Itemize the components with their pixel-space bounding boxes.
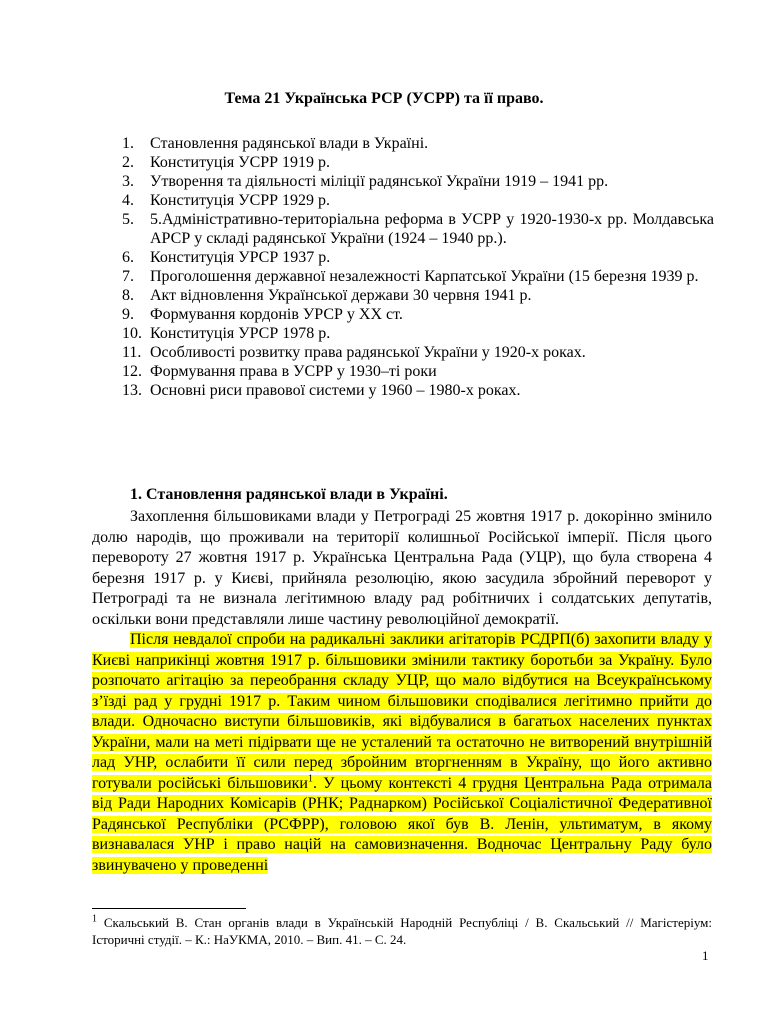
topic-item	[122, 324, 714, 343]
topic-item	[122, 381, 714, 400]
topic-item	[122, 134, 714, 153]
topic-text: Проголошення державної незалежності Карпатської України (15 березня 1939 р.	[150, 268, 699, 285]
highlighted-paragraph	[92, 630, 712, 876]
topic-number: 9.	[122, 306, 134, 323]
topic-item	[122, 362, 714, 381]
topic-text: Формування права в УСРР у 1930–ті роки	[150, 363, 437, 380]
topic-text: Акт відновлення Української держави 30 червня 1941 р.	[150, 287, 532, 304]
topic-number: 8.	[122, 287, 134, 304]
topic-number: 12.	[122, 363, 142, 380]
topic-text: Конституція УРСР 1937 р.	[150, 249, 331, 266]
footnote-text: Скальський В. Стан органів влади в Українській Народній Республіці / В. Скальський // Магістеріум: Історичні студії. – К.: НаУКМА, 2010. – Вип. 41. – С. 24.	[92, 915, 712, 947]
document-title: Тема 21 Українська РСР (УСРР) та її право.	[224, 90, 544, 107]
topic-number: 3.	[122, 173, 134, 190]
topic-text: Конституція УРСР 1978 р.	[150, 325, 331, 342]
topic-text: Формування кордонів УРСР у XX ст.	[150, 306, 403, 323]
paragraph: Захоплення більшовиками влади у Петрограді 25 жовтня 1917 р. докорінно змінило долю народів, що проживали на території колишньої Російської імперії. Після цього перевороту 27 жовтня 1917 р. Українська Центральна Рада (УЦР), що була створена 4 березня 1917 р. у Києві, прийняла резолюцію, якою засудила збройний переворот у Петрограді та не визнала легітимною владу рад робітничих і солдатських депутатів, оскільки вони представляли лише частину революційної демократії.	[92, 508, 712, 628]
topic-text: 5.Адміністративно-територіальна реформа в УСРР у 1920-1930-х рр. Молдавська АРСР у складі радянської України (1924 – 1940 рр.).	[150, 211, 714, 247]
topic-number: 6.	[122, 249, 134, 266]
section-body	[92, 507, 712, 876]
topic-number: 10.	[122, 325, 142, 342]
footnote-separator	[92, 908, 246, 909]
topic-item	[122, 305, 714, 324]
topic-text: Становлення радянської влади в Україні.	[150, 135, 429, 152]
topic-number: 13.	[122, 382, 142, 399]
topic-item	[122, 210, 714, 248]
topic-number: 1.	[122, 135, 134, 152]
footnote-mark: 1	[92, 913, 97, 925]
topic-number: 5.	[122, 211, 134, 228]
page-number: 1	[702, 948, 709, 963]
topic-text: Особливості розвитку права радянської України у 1920-х роках.	[150, 344, 586, 361]
topic-number: 4.	[122, 192, 134, 209]
topic-text: Конституція УСРР 1929 р.	[150, 192, 331, 209]
topic-item	[122, 343, 714, 362]
highlighted-text	[92, 631, 712, 874]
highlighted-text-part: . У цьому контексті 4 грудня Центральна Рада отримала від Ради Народних Комісарів (РНК; Раднарком) Російської Соціалістичної Федеративної Радянської Республіки (РСФРР), головою якої був В. Ленін, ультиматум, в якому визнавалася УНР і право націй на самовизначення. Водночас Центральну Раду було звинувачено у проведенні	[92, 774, 712, 874]
topic-item	[122, 172, 714, 191]
topic-list	[122, 134, 714, 400]
topic-item	[122, 191, 714, 210]
topic-number: 11.	[122, 344, 142, 361]
topic-item	[122, 153, 714, 172]
topic-item	[122, 267, 714, 286]
topic-item	[122, 286, 714, 305]
topic-item	[122, 248, 714, 267]
footnote	[92, 914, 712, 948]
topic-text: Основні риси правової системи у 1960 – 1980-х роках.	[150, 382, 521, 399]
topic-number: 2.	[122, 154, 134, 171]
topic-text: Утворення та діяльності міліції радянської України 1919 – 1941 рр.	[150, 173, 609, 190]
highlighted-text-part: Після невдалої спроби на радикальні заклики агітаторів РСДРП(б) захопити владу у Києві наприкінці жовтня 1917 р. більшовики змінили тактику боротьби за Україну. Було розпочато агітацію за переобрання складу УЦР, що мало відбутися на Всеукраїнському з’їзді рад у грудні 1917 р. Таким чином більшовики сподівалися легітимно прийти до влади. Одночасно виступи більшовиків, які відбувалися в багатьох населених пунктах України, мали на меті підірвати ще не усталений та остаточно не витворений внутрішній лад УНР, ослабити її сили перед збройним вторгненням в Україну, що його активно готували російські більшовики	[92, 631, 712, 792]
section-heading: 1. Становлення радянської влади в Україні.	[130, 486, 448, 503]
topic-text: Конституція УСРР 1919 р.	[150, 154, 331, 171]
topic-number: 7.	[122, 268, 134, 285]
footnote-reference[interactable]: 1	[307, 773, 313, 785]
